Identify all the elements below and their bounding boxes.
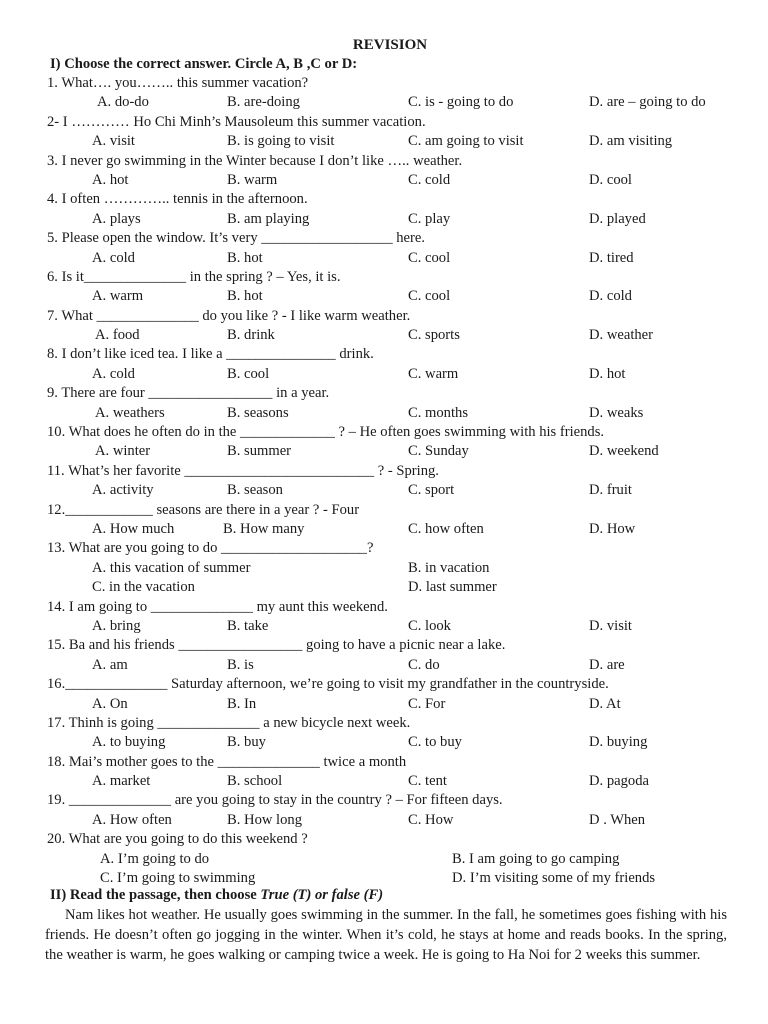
answer-option[interactable]: D. weekend (589, 443, 659, 460)
answer-option[interactable]: B. warm (227, 171, 278, 188)
answer-option[interactable]: D. visit (589, 617, 632, 634)
section-2-heading-prefix: II) Read the passage, then choose (50, 887, 261, 903)
question-item (0, 753, 768, 792)
answer-option[interactable]: A. On (92, 695, 128, 712)
answer-option[interactable]: A. How much (92, 520, 175, 537)
answer-option[interactable]: A. I’m going to do (100, 850, 210, 867)
answer-option[interactable]: C. is - going to do (408, 94, 514, 111)
answer-options (0, 249, 768, 268)
question-text: 12.____________ seasons are there in a year ? - Four (47, 501, 360, 518)
answer-options (0, 404, 768, 423)
answer-option[interactable]: D. weather (589, 327, 654, 344)
question-text: 17. Thinh is going ______________ a new bicycle next week. (47, 714, 411, 731)
answer-option[interactable]: C. play (408, 210, 451, 227)
answer-option[interactable]: B. am playing (227, 210, 310, 227)
page-title: REVISION (352, 37, 428, 53)
answer-option[interactable]: A. cold (92, 365, 135, 382)
answer-option[interactable]: B. I am going to go camping (452, 850, 620, 867)
question-text: 10. What does he often do in the _____________ ? – He often goes swimming with his friends. (47, 424, 605, 441)
answer-option[interactable]: D. last summer (408, 579, 497, 596)
question-item (0, 539, 768, 597)
answer-option[interactable]: B. How many (223, 520, 305, 537)
answer-option[interactable]: A. to buying (92, 734, 166, 751)
answer-option[interactable]: D. cool (589, 171, 632, 188)
question-list (0, 74, 768, 888)
answer-options (0, 811, 768, 830)
answer-option[interactable]: D. At (589, 695, 621, 712)
answer-option[interactable]: B. in vacation (408, 559, 490, 576)
answer-options (0, 93, 768, 112)
answer-option[interactable]: C. How (408, 811, 454, 828)
section-2-heading (50, 886, 383, 905)
question-item (0, 229, 768, 268)
question-text: 6. Is it______________ in the spring ? – Yes, it is. (47, 268, 341, 285)
question-item (0, 675, 768, 714)
answer-option[interactable]: A. plays (92, 210, 141, 227)
question-item (0, 791, 768, 830)
question-item (0, 598, 768, 637)
answer-option[interactable]: D. are (589, 656, 625, 673)
answer-option[interactable]: D. fruit (589, 482, 632, 499)
answer-options (0, 171, 768, 190)
question-text: 16.______________ Saturday afternoon, we’re going to visit my grandfather in the countryside. (47, 676, 609, 693)
answer-option[interactable]: A. cold (92, 249, 135, 266)
answer-option[interactable]: C. tent (408, 773, 447, 790)
answer-option[interactable]: B. drink (227, 327, 275, 344)
answer-options (0, 656, 768, 675)
answer-option[interactable]: D . When (589, 811, 646, 828)
answer-option[interactable]: C. am going to visit (408, 133, 524, 150)
question-text: 13. What are you going to do ____________________? (47, 540, 374, 557)
answer-option[interactable]: B. How long (227, 811, 302, 828)
answer-option[interactable]: B. cool (227, 365, 270, 382)
answer-option[interactable]: D. weaks (589, 404, 644, 421)
answer-options (0, 578, 768, 597)
answer-options (0, 210, 768, 229)
answer-option[interactable]: D. are – going to do (589, 94, 706, 111)
answer-option[interactable]: C. do (408, 656, 440, 673)
answer-option[interactable]: B. school (227, 773, 283, 790)
answer-option[interactable]: C. look (408, 617, 451, 634)
answer-option[interactable]: B. buy (227, 734, 266, 751)
question-item (0, 423, 768, 462)
section-2-heading-italic: True (T) or false (F) (260, 887, 384, 903)
question-text: 8. I don’t like iced tea. I like a _______________ drink. (47, 346, 374, 363)
question-item (0, 345, 768, 384)
answer-option[interactable]: C. sports (408, 327, 460, 344)
reading-passage: Nam likes hot weather. He usually goes swimming in the summer. In the fall, he sometimes goes fishing with his friends. He doesn’t often go jogging in the winter. When it’s cold, he stays at home and reads books. In the spring, the weather is warm, he goes walking or camping twice a week. He is going to Ha Noi for 2 weeks this summer. (45, 907, 727, 964)
answer-option[interactable]: D. pagoda (589, 773, 649, 790)
question-item (0, 74, 768, 113)
answer-option[interactable]: B. season (227, 482, 283, 499)
section-1-heading: I) Choose the correct answer. Circle A, B ,C or D: (50, 56, 358, 72)
answer-option[interactable]: C. months (408, 404, 469, 421)
answer-option[interactable]: A. hot (92, 171, 129, 188)
question-item (0, 384, 768, 423)
answer-options (0, 695, 768, 714)
question-item (0, 830, 768, 888)
answer-option[interactable]: A. am (92, 656, 128, 673)
answer-option[interactable]: A. warm (92, 288, 144, 305)
answer-options (0, 850, 768, 869)
answer-option[interactable]: C. I’m going to swimming (100, 870, 256, 887)
question-text: 15. Ba and his friends _________________ going to have a picnic near a lake. (47, 637, 506, 654)
answer-option[interactable]: D. hot (589, 365, 626, 382)
answer-option[interactable]: D. buying (589, 734, 648, 751)
question-text: 4. I often ………….. tennis in the afternoon. (47, 191, 308, 208)
answer-option[interactable]: C. how often (408, 520, 484, 537)
answer-options (0, 481, 768, 500)
answer-option[interactable]: B. hot (227, 288, 263, 305)
question-text: 11. What’s her favorite __________________________ ? - Spring. (47, 462, 439, 479)
answer-option[interactable]: D. played (589, 210, 646, 227)
answer-option[interactable]: A. market (92, 773, 151, 790)
answer-option[interactable]: A. food (95, 327, 140, 344)
question-text: 18. Mai’s mother goes to the ______________ twice a month (47, 753, 407, 770)
question-item (0, 190, 768, 229)
answer-options (0, 772, 768, 791)
question-item (0, 501, 768, 540)
question-item (0, 462, 768, 501)
answer-option[interactable]: B. summer (227, 443, 292, 460)
answer-option[interactable]: B. In (227, 695, 257, 712)
question-text: 3. I never go swimming in the Winter because I don’t like ….. weather. (47, 152, 463, 169)
answer-options (0, 617, 768, 636)
answer-options (0, 287, 768, 306)
answer-option[interactable]: B. are-doing (227, 94, 300, 111)
question-item (0, 714, 768, 753)
question-item (0, 636, 768, 675)
answer-option[interactable]: C. warm (408, 365, 459, 382)
question-item (0, 307, 768, 346)
question-text: 2- I ………… Ho Chi Minh’s Mausoleum this summer vacation. (47, 113, 426, 130)
answer-options (0, 132, 768, 151)
answer-option[interactable]: D. How (589, 520, 636, 537)
answer-option[interactable]: A. do-do (97, 94, 149, 111)
answer-option[interactable]: A. visit (92, 133, 135, 150)
answer-option[interactable]: B. take (227, 617, 269, 634)
question-text: 5. Please open the window. It’s very __________________ here. (47, 230, 426, 247)
answer-option[interactable]: D. tired (589, 249, 634, 266)
question-text: 7. What ______________ do you like ? - I like warm weather. (47, 307, 411, 324)
answer-option[interactable]: B. is going to visit (227, 133, 335, 150)
question-item (0, 268, 768, 307)
answer-option[interactable]: C. sport (408, 482, 455, 499)
answer-option[interactable]: A. activity (92, 482, 154, 499)
question-text: 9. There are four _________________ in a year. (47, 385, 330, 402)
answer-option[interactable]: C. cool (408, 249, 451, 266)
answer-options (0, 326, 768, 345)
answer-option[interactable]: C. cold (408, 171, 451, 188)
answer-option[interactable]: A. bring (92, 617, 141, 634)
question-text: 20. What are you going to do this weekend ? (47, 831, 308, 848)
question-item (0, 113, 768, 152)
question-text: 14. I am going to ______________ my aunt this weekend. (47, 598, 388, 615)
answer-option[interactable]: C. cool (408, 288, 451, 305)
answer-option[interactable]: A. How often (92, 811, 172, 828)
answer-option[interactable]: B. seasons (227, 404, 289, 421)
answer-option[interactable]: B. is (227, 656, 254, 673)
answer-option[interactable]: C. For (408, 695, 446, 712)
answer-option[interactable]: B. hot (227, 249, 263, 266)
answer-option[interactable]: D. I’m visiting some of my friends (452, 870, 656, 887)
answer-option[interactable]: C. to buy (408, 734, 462, 751)
answer-option[interactable]: A. this vacation of summer (92, 559, 251, 576)
question-item (0, 152, 768, 191)
question-text: 19. ______________ are you going to stay in the country ? – For fifteen days. (47, 792, 503, 809)
answer-options (0, 559, 768, 578)
answer-option[interactable]: C. Sunday (408, 443, 469, 460)
question-text: 1. What…. you…….. this summer vacation? (47, 75, 309, 91)
answer-option[interactable]: A. winter (95, 443, 151, 460)
answer-option[interactable]: A. weathers (95, 404, 165, 421)
answer-options (0, 520, 768, 539)
answer-option[interactable]: C. in the vacation (92, 579, 195, 596)
answer-options (0, 365, 768, 384)
answer-option[interactable]: D. am visiting (589, 133, 673, 150)
answer-options (0, 442, 768, 461)
answer-options (0, 733, 768, 752)
answer-option[interactable]: D. cold (589, 288, 632, 305)
